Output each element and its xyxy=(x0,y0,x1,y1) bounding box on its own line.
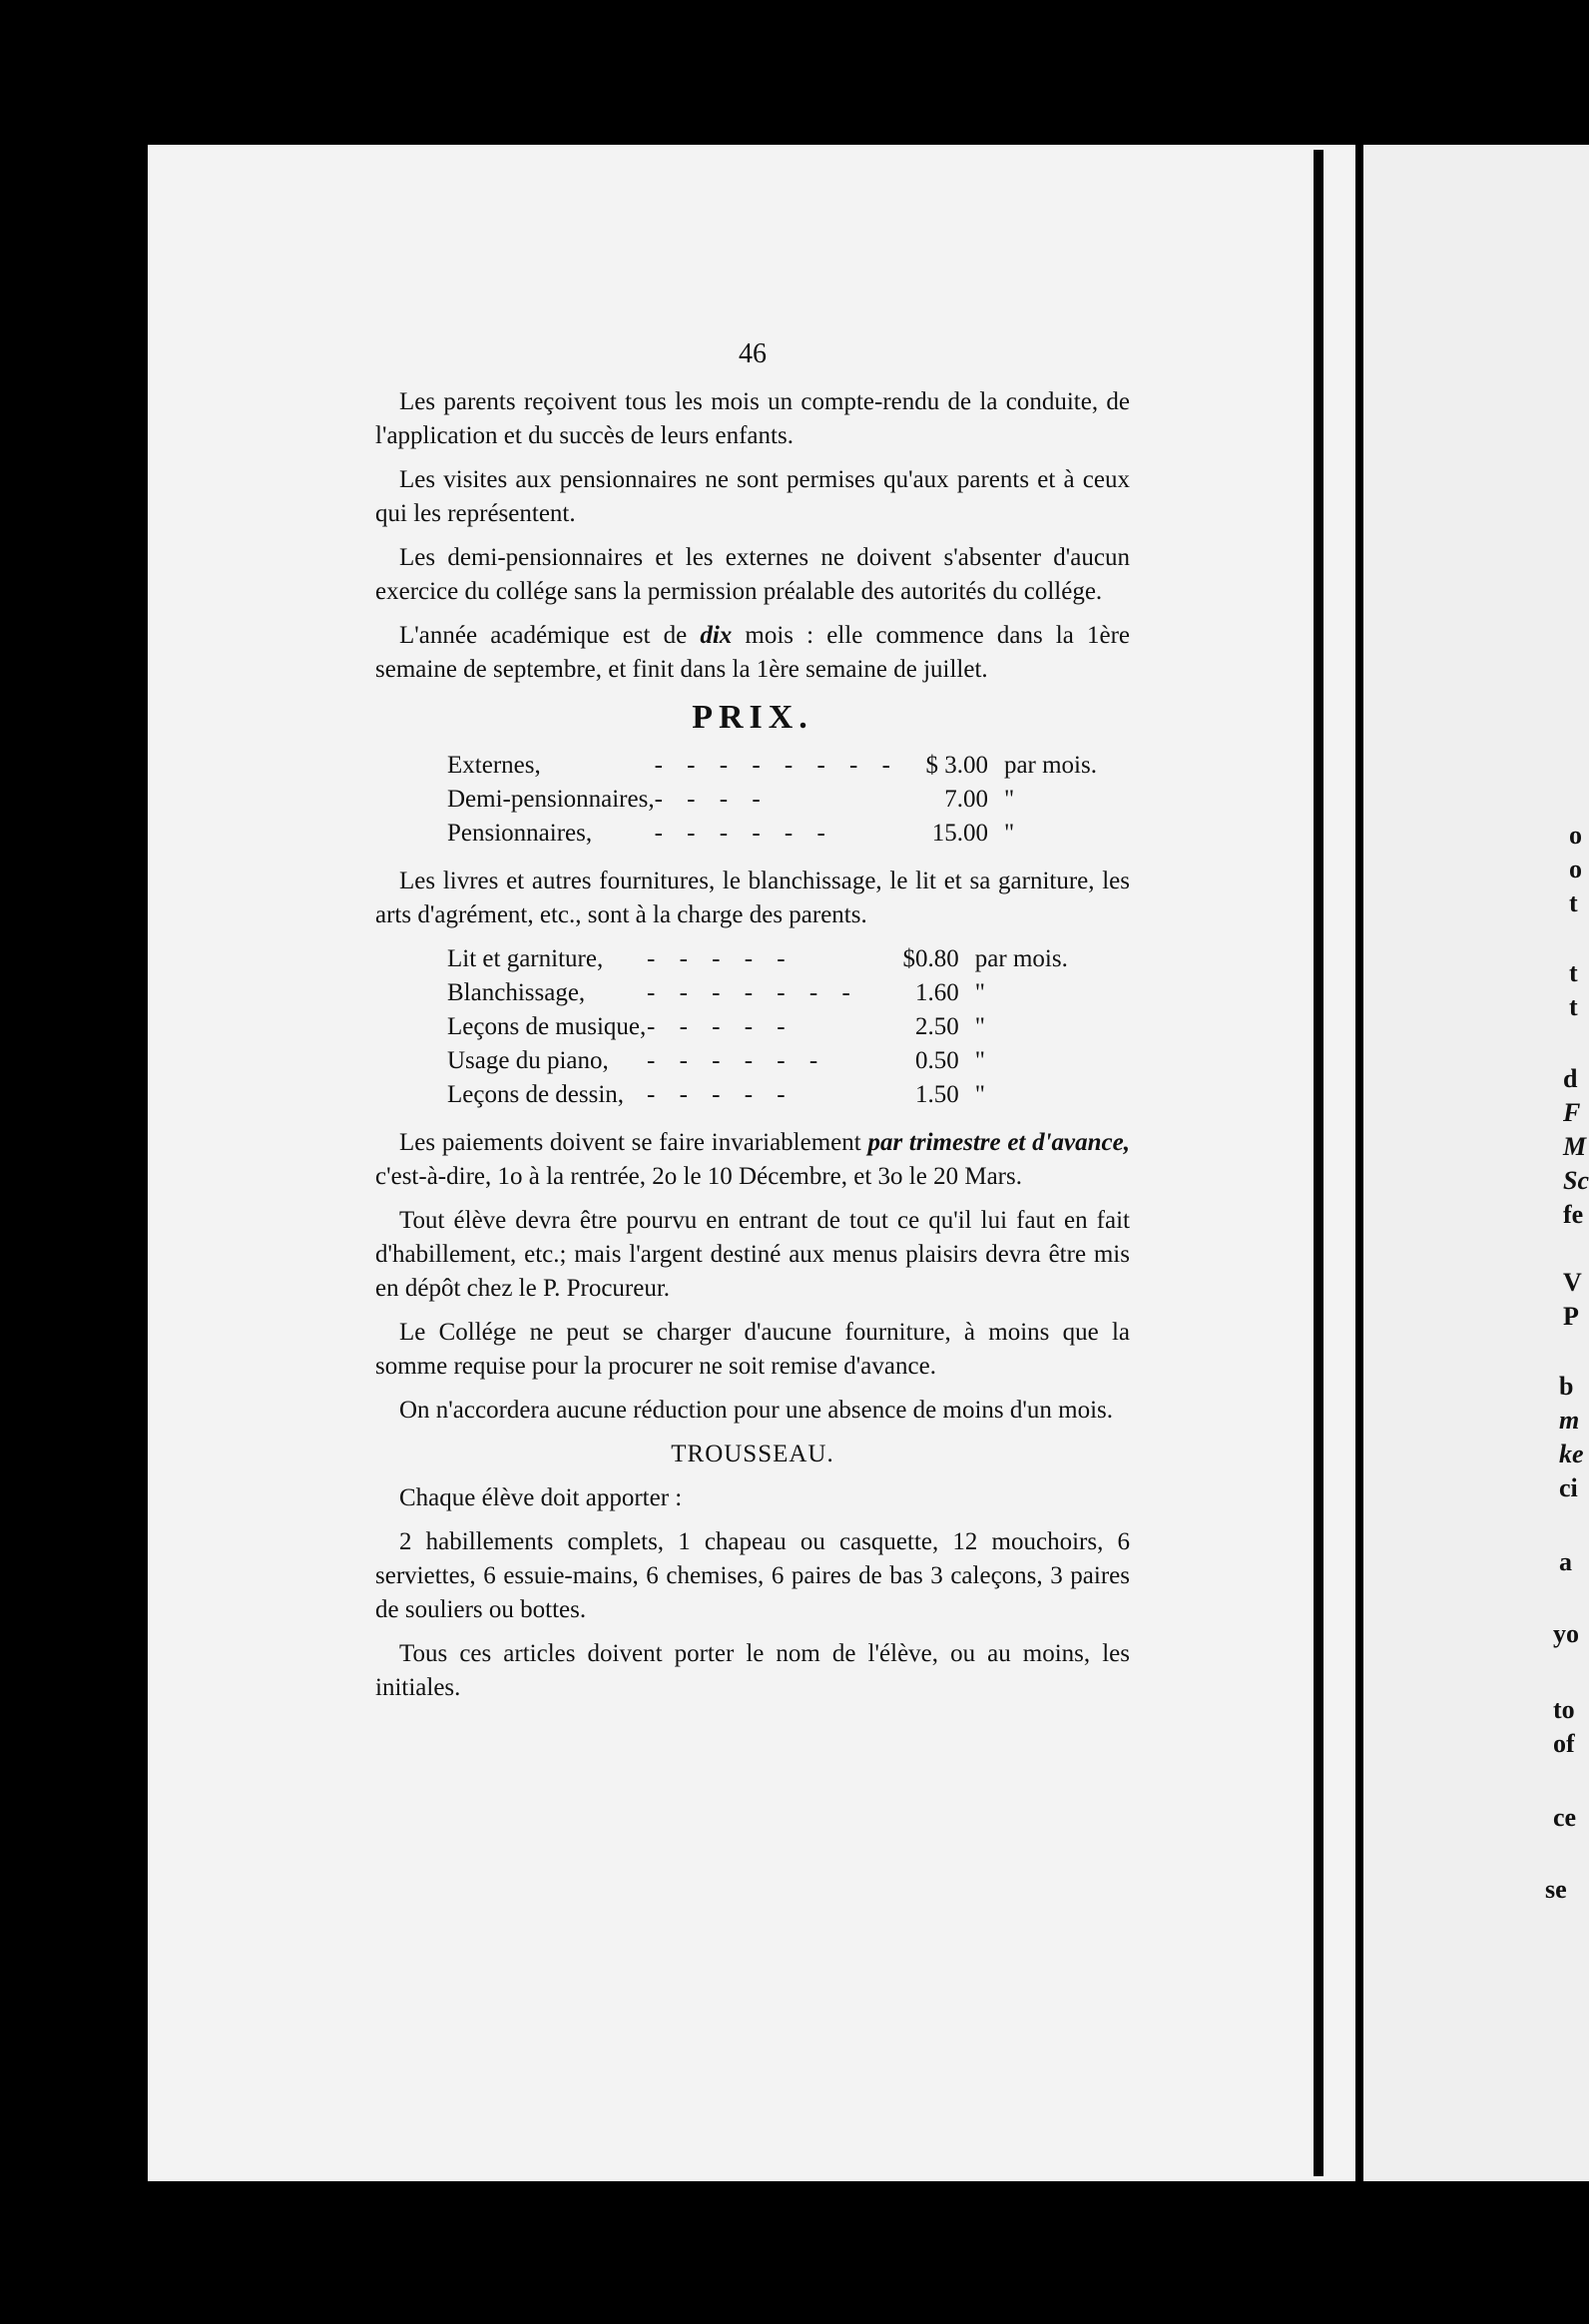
academic-year-emph: dix xyxy=(700,622,733,649)
right-fragment: t xyxy=(1569,888,1578,917)
page-fold xyxy=(1314,150,1324,2176)
extras-unit: " xyxy=(974,979,985,1006)
extras-amount: 1.50 xyxy=(915,1081,959,1108)
right-fragment: o xyxy=(1569,855,1582,883)
prix-unit: par mois. xyxy=(1003,752,1097,779)
paiements-before: Les paiements doivent se faire invariablement xyxy=(399,1129,868,1156)
right-fragment: ci xyxy=(1559,1473,1578,1502)
extras-dots: - - - - - xyxy=(647,1013,794,1040)
trousseau-note: Tous ces articles doivent porter le nom de l'élève, ou au moins, les initiales. xyxy=(375,1640,1130,1701)
paragraph-absences: Les demi-pensionnaires et les externes ne doivent s'absenter d'aucun exercice du collége sans la permission préalable des autorités du collége. xyxy=(375,544,1130,605)
extras-unit: " xyxy=(974,1013,985,1040)
extras-table xyxy=(447,942,1125,1112)
extras-name: Lit et garniture, xyxy=(447,945,604,972)
paragraph-fourniture: Le Collége ne peut se charger d'aucune fourniture, à moins que la somme requise pour la procurer ne soit remise d'avance. xyxy=(375,1319,1130,1380)
trousseau-intro: Chaque élève doit apporter : xyxy=(399,1484,683,1511)
extras-row xyxy=(447,1044,1125,1078)
paragraph-visites: Les visites aux pensionnaires ne sont permises qu'aux parents et à ceux qui les représentent. xyxy=(375,466,1130,527)
trousseau-list: 2 habillements complets, 1 chapeau ou casquette, 12 mouchoirs, 6 serviettes, 6 essuie-mains, 6 chemises, 6 paires de bas 3 caleçons, 3 paires de souliers ou bottes. xyxy=(375,1528,1130,1623)
prix-amount: 7.00 xyxy=(944,786,988,813)
extras-dots: - - - - - - xyxy=(647,1047,827,1074)
extras-name: Blanchissage, xyxy=(447,979,586,1006)
right-fragment: P xyxy=(1563,1302,1579,1331)
right-fragment: ke xyxy=(1559,1440,1584,1468)
paragraph-paiements xyxy=(375,1126,1130,1194)
right-fragment: m xyxy=(1559,1406,1580,1435)
prix-unit: " xyxy=(1003,820,1015,847)
prix-amount: $ 3.00 xyxy=(925,752,988,779)
extras-amount: 2.50 xyxy=(915,1013,959,1040)
trousseau-heading: TROUSSEAU. xyxy=(671,1441,834,1467)
extras-unit: par mois. xyxy=(974,945,1068,972)
paragraph-fournitures: Les livres et autres fournitures, le blanchissage, le lit et sa garniture, les arts d'agrément, etc., sont à la charge des parents. xyxy=(375,868,1130,928)
right-fragment: d xyxy=(1563,1064,1578,1093)
right-fragment: F xyxy=(1563,1098,1581,1127)
right-fragment: a xyxy=(1559,1547,1572,1576)
paiements-after: c'est-à-dire, 1o à la rentrée, 2o le 10 Décembre, et 3o le 20 Mars. xyxy=(375,1163,1022,1190)
extras-row xyxy=(447,1010,1125,1044)
academic-year-before: L'année académique est de xyxy=(399,622,701,649)
right-fragment: of xyxy=(1553,1729,1575,1758)
extras-amount: 0.50 xyxy=(915,1047,959,1074)
extras-amount: $0.80 xyxy=(902,945,959,972)
paragraph-habillement: Tout élève devra être pourvu en entrant de tout ce qu'il lui faut en fait d'habillement, etc.; mais l'argent destiné aux menus plaisirs devra être mis en dépôt chez le P. Procureur. xyxy=(375,1207,1130,1302)
page-number: 46 xyxy=(739,338,767,369)
right-fragment: fe xyxy=(1563,1200,1584,1229)
right-fragment: o xyxy=(1569,821,1582,850)
prix-dots: - - - - - - - - xyxy=(654,752,899,779)
paragraph-annee-academique xyxy=(375,619,1130,687)
prix-table xyxy=(447,749,1130,851)
paragraph-comptes-rendus: Les parents reçoivent tous les mois un compte-rendu de la conduite, de l'application et du succès de leurs enfants. xyxy=(375,388,1130,449)
prix-name: Demi-pensionnaires, xyxy=(447,786,655,813)
prix-row xyxy=(447,783,1130,817)
right-fragment: t xyxy=(1569,992,1578,1021)
prix-name: Externes, xyxy=(447,752,541,779)
extras-dots: - - - - - - - xyxy=(647,979,859,1006)
extras-row xyxy=(447,976,1125,1010)
right-fragment: se xyxy=(1545,1875,1567,1904)
prix-row xyxy=(447,749,1130,783)
extras-name: Leçons de dessin, xyxy=(447,1081,625,1108)
prix-row xyxy=(447,817,1130,851)
extras-unit: " xyxy=(974,1047,985,1074)
extras-amount: 1.60 xyxy=(915,979,959,1006)
extras-name: Leçons de musique, xyxy=(447,1013,647,1040)
right-fragment: M xyxy=(1563,1132,1587,1161)
right-fragment: ce xyxy=(1553,1803,1577,1832)
prix-unit: " xyxy=(1003,786,1015,813)
extras-row xyxy=(447,1078,1125,1112)
extras-dots: - - - - - xyxy=(647,1081,794,1108)
right-fragment: to xyxy=(1553,1695,1575,1724)
right-fragment: b xyxy=(1559,1372,1574,1401)
extras-dots: - - - - - xyxy=(647,945,794,972)
paiements-emph: par trimestre et d'avance, xyxy=(867,1129,1130,1156)
prix-amount: 15.00 xyxy=(931,820,988,847)
right-fragment: Sc xyxy=(1563,1166,1589,1195)
extras-unit: " xyxy=(974,1081,985,1108)
text-column xyxy=(375,329,1130,1715)
prix-dots: - - - - - - xyxy=(654,820,834,847)
prix-heading: PRIX. xyxy=(692,699,813,736)
extras-row xyxy=(447,942,1125,976)
prix-dots: - - - - xyxy=(654,786,770,813)
prix-name: Pensionnaires, xyxy=(447,820,593,847)
academic-year-after: mois : elle commence dans la 1ère semaine de septembre, et finit dans la 1ère semaine de juillet. xyxy=(375,622,1130,683)
right-fragment: t xyxy=(1569,958,1578,987)
paragraph-reduction: On n'accordera aucune réduction pour une absence de moins d'un mois. xyxy=(399,1397,1114,1424)
right-fragment: yo xyxy=(1553,1619,1579,1648)
right-fragment: V xyxy=(1563,1268,1582,1297)
extras-name: Usage du piano, xyxy=(447,1047,609,1074)
